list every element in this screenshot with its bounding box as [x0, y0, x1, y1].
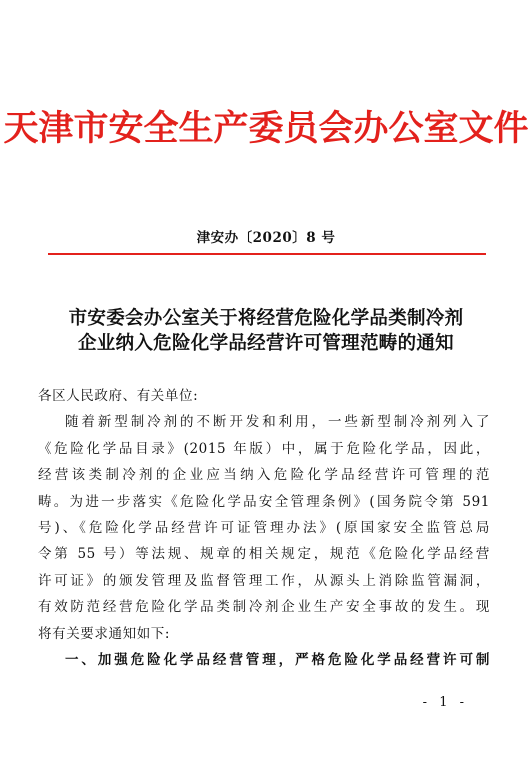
- title-line-1: 市安委会办公室关于将经营危险化学品类制冷剂: [68, 308, 464, 329]
- salutation: 各区人民政府、有关单位:: [38, 388, 199, 404]
- document-body: [38, 383, 490, 673]
- document-number: 津安办〔2020〕8 号: [196, 230, 336, 246]
- body-line: 畴。为进一步落实《危险化学品安全管理条例》(国务院令第 591: [38, 493, 490, 510]
- body-line: 《危险化学品目录》(2015 年版）中，属于危险化学品，因此，: [38, 440, 490, 457]
- document-title: [0, 306, 532, 356]
- title-line-2: 企业纳入危险化学品经营许可管理范畴的通知: [77, 333, 454, 354]
- page-number: - 1 -: [422, 695, 468, 710]
- body-line: 令第 55 号）等法规、规章的相关规定，规范《危险化学品经营: [38, 546, 490, 563]
- section-heading-1: 一、加强危险化学品经营管理，严格危险化学品经营许可制: [65, 651, 490, 668]
- body-line: 将有关要求通知如下:: [38, 625, 171, 642]
- body-line: 经营该类制冷剂的企业应当纳入危险化学品经营许可管理的范: [38, 467, 490, 484]
- body-line: 随着新型制冷剂的不断开发和利用，一些新型制冷剂列入了: [65, 414, 490, 431]
- red-divider-line: [48, 253, 486, 255]
- body-line: 号)、《危险化学品经营许可证管理办法》(原国家安全监管总局: [38, 519, 490, 536]
- masthead-title: 天津市安全生产委员会办公室文件: [3, 108, 529, 149]
- body-line: 有效防范经营危险化学品类制冷剂企业生产安全事故的发生。现: [38, 599, 490, 616]
- body-line: 许可证》的颁发管理及监督管理工作，从源头上消除监管漏洞，: [38, 572, 490, 589]
